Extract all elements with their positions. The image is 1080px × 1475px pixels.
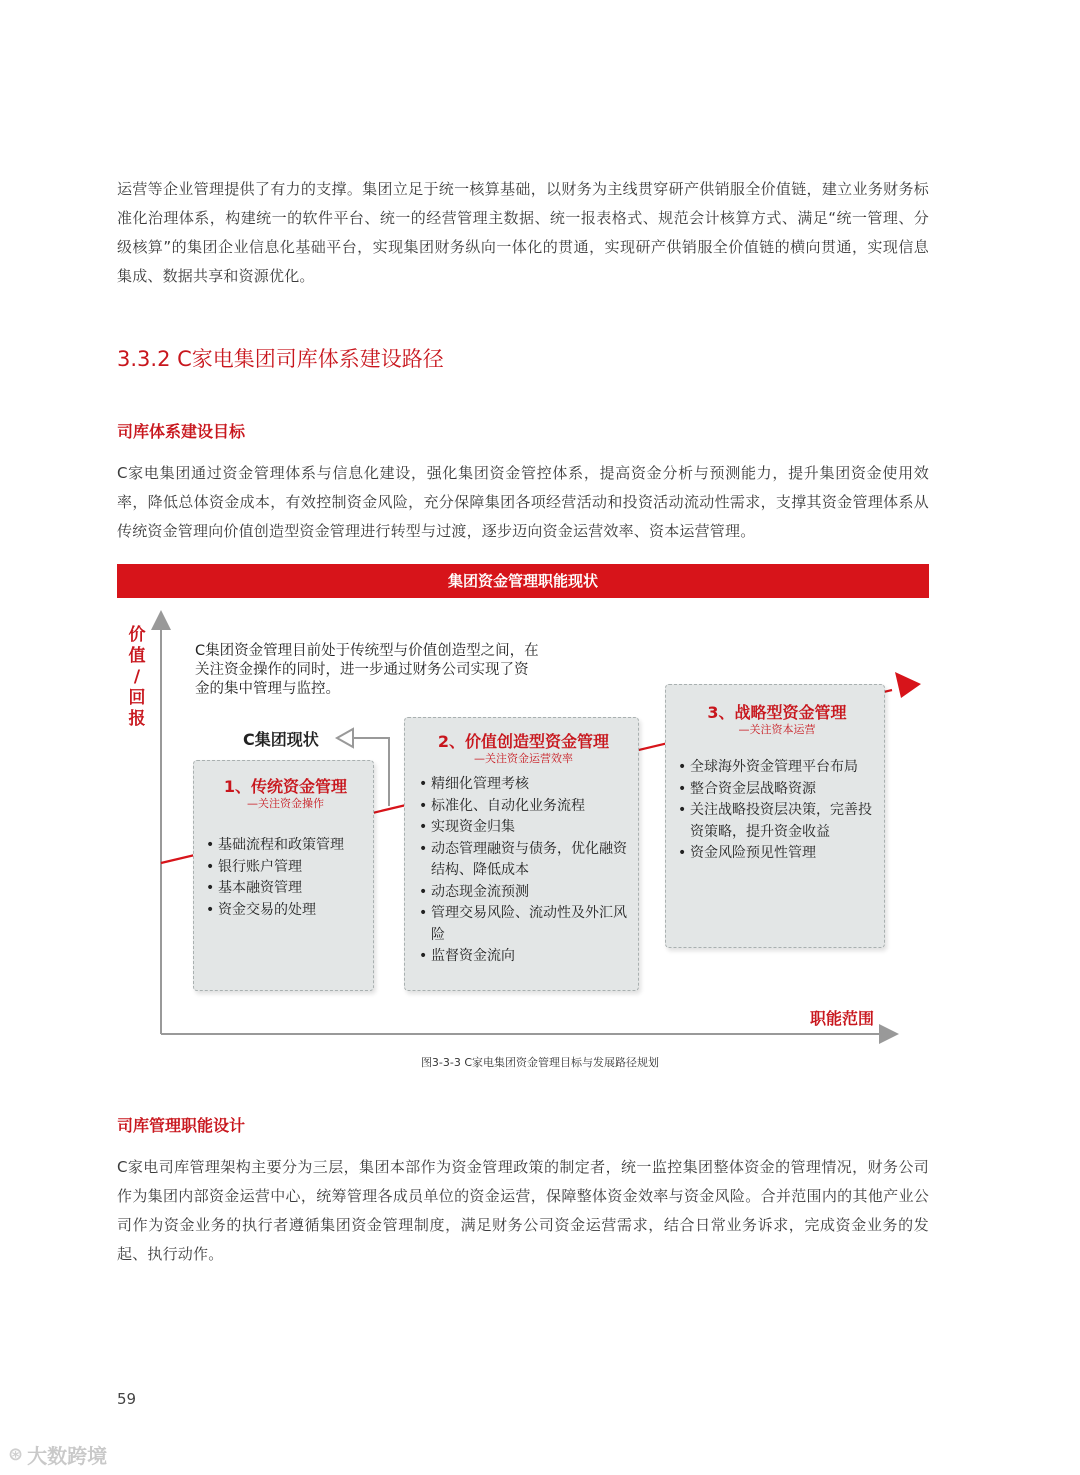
stage-subtitle: —关注资金操作: [247, 797, 324, 810]
watermark-logo-icon: ⊛: [8, 1444, 24, 1465]
intro-paragraph: 运营等企业管理提供了有力的支撑。集团立足于统一核算基础，以财务为主线贯穿研产供销服全价值链，建立业务财务标准化治理体系，构建统一的软件平台、统一的经营管理主数据、统一报表格式、规范会计核算方式、满足“统一管理、分级核算”的集团企业信息化基础平台，实现集团财务纵向一体化的贯通，实现研产供销服全价值链的横向贯通，实现信息集成、数据共享和资源优化。: [117, 180, 929, 285]
stage-item: • 管理交易风险、流动性及外汇风险: [419, 905, 627, 943]
x-axis-label: 职能范围: [810, 1009, 875, 1028]
current-status-label: C集团现状: [243, 730, 319, 749]
stage-item: • 动态现金流预测: [419, 883, 529, 900]
figure-banner: 集团资金管理职能现状: [117, 564, 929, 598]
stage-item: • 基础流程和政策管理: [206, 837, 344, 853]
y-axis-label: 价 值 / 回 报: [128, 625, 146, 729]
status-arrow-head: [337, 729, 353, 747]
section-title: 3.3.2 C家电集团司库体系建设路径: [117, 347, 444, 371]
stage-item: • 资金交易的处理: [206, 901, 316, 918]
subsection-title-goal: 司库体系建设目标: [117, 422, 246, 441]
goal-paragraph: C家电集团通过资金管理体系与信息化建设，强化集团资金管控体系，提高资金分析与预测能力，提升集团资金使用效率，降低总体资金成本，有效控制资金风险，充分保障集团各项经营活动和投资活动流动性需求，支撑其资金管理体系从传统资金管理向价值创造型资金管理进行转型与过渡，逐步迈向资金运营效率、资本运营管理。: [117, 464, 929, 540]
figure-caption: 图3-3-3 C家电集团资金管理目标与发展路径规划: [420, 1056, 660, 1069]
stage-item: • 基本融资管理: [206, 880, 302, 896]
figure-note: C集团资金管理目前处于传统型与价值创造型之间，在关注资金操作的同时，进一步通过财务公司实现了资金的集中管理与监控。: [195, 643, 539, 697]
stage-item: • 关注战略投资层决策，完善投资策略，提升资金收益: [678, 802, 872, 840]
stage-title: 2、价值创造型资金管理: [437, 732, 610, 751]
watermark-text: 大数跨境: [27, 1444, 108, 1468]
stage-item: • 整合资金层战略资源: [678, 780, 816, 797]
stage-item: • 银行账户管理: [206, 858, 302, 875]
subsection-title-function: 司库管理职能设计: [117, 1116, 246, 1135]
stage-subtitle: —关注资金运营效率: [474, 752, 573, 765]
stage-title: 1、传统资金管理: [223, 777, 348, 796]
stage-subtitle: —关注资本运营: [738, 723, 816, 736]
stage-title: 3、战略型资金管理: [707, 703, 847, 722]
stage-item: • 精细化管理考核: [419, 776, 529, 792]
stage-box-traditional: [193, 760, 374, 991]
stage-box-value-creation: [404, 717, 639, 991]
stage-item: • 全球海外资金管理平台布局: [678, 759, 858, 775]
stage-item: • 标准化、自动化业务流程: [419, 797, 585, 814]
stage-item: • 资金风险预见性管理: [678, 845, 816, 861]
stage-item: • 监督资金流向: [419, 948, 515, 964]
function-paragraph: C家电司库管理架构主要分为三层，集团本部作为资金管理政策的制定者，统一监控集团整体资金的管理情况，财务公司作为集团内部资金运营中心，统筹管理各成员单位的资金运营，保障整体资金效率与资金风险。合并范围内的其他产业公司作为资金业务的执行者遵循集团资金管理制度，满足财务公司资金运营需求，结合日常业务诉求，完成资金业务的发起、执行动作。: [117, 1158, 929, 1263]
stage-item: • 实现资金归集: [419, 819, 515, 835]
trend-arrow-head: [895, 672, 921, 698]
stage-item: • 动态管理融资与债务，优化融资结构、降低成本: [419, 840, 627, 878]
watermark: [8, 1440, 107, 1469]
page-number: 59: [117, 1390, 137, 1408]
stage-box-strategic: [665, 684, 885, 948]
